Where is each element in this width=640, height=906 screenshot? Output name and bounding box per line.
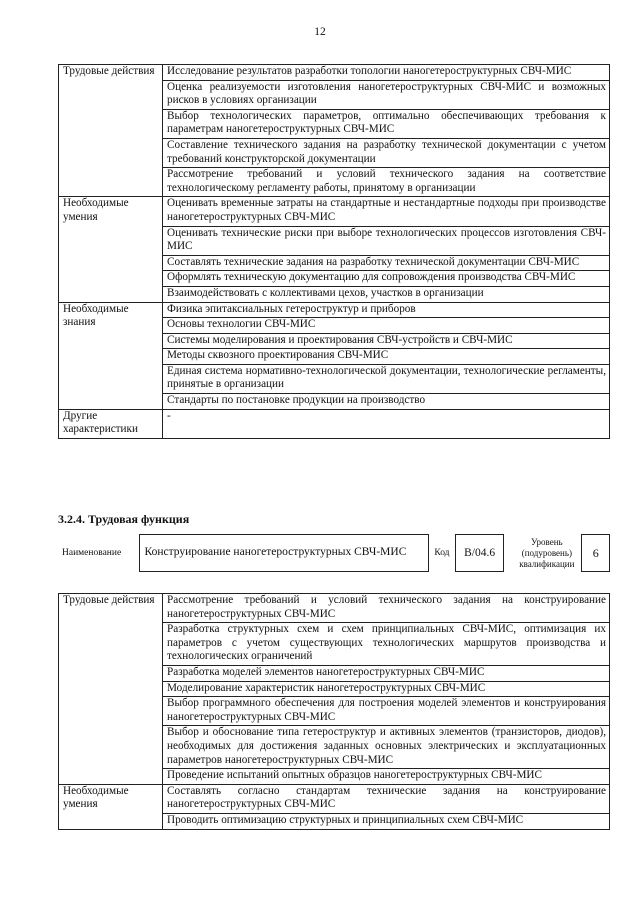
code-label: Код	[434, 548, 450, 558]
table-cell: Системы моделирования и проектирования СВЧ-устройств и СВЧ-МИС	[163, 333, 610, 349]
function-code: B/04.6	[456, 535, 504, 572]
qualification-level-label: Уровень (подуровень) квалификации	[519, 536, 575, 569]
row-header: Трудовые действия	[59, 594, 163, 785]
table-cell: Рассмотрение требований и условий технического задания на соответствие технологическому регламенту работы, принятому в организации	[163, 168, 610, 197]
row-header: Другие характеристики	[59, 409, 163, 438]
qualification-level: 6	[582, 535, 610, 572]
table-cell: Оценивать технические риски при выборе технологических процессов изготовления СВЧ-МИС	[163, 226, 610, 255]
table-cell: Стандарты по постановке продукции на производство	[163, 394, 610, 410]
table-row	[59, 197, 610, 226]
table-cell: Рассмотрение требований и условий технического задания на конструирование наногетероструктурных СВЧ-МИС	[163, 594, 610, 623]
function-header-table	[58, 534, 610, 572]
table-cell: Проведение испытаний опытных образцов наногетероструктурных СВЧ-МИС	[163, 769, 610, 785]
table-cell: Исследование результатов разработки топологии наногетероструктурных СВЧ-МИС	[163, 65, 610, 81]
name-label: Наименование	[62, 548, 122, 558]
table-cell: Выбор технологических параметров, оптимально обеспечивающих требования к параметрам наногетероструктурных СВЧ-МИС	[163, 109, 610, 138]
table-row	[59, 65, 610, 81]
table-cell: Составлять согласно стандартам технические задания на конструирование наногетероструктурных СВЧ-МИС	[163, 784, 610, 813]
table-cell: Моделирование характеристик наногетероструктурных СВЧ-МИС	[163, 681, 610, 697]
table-row	[59, 302, 610, 318]
table-cell: Разработка моделей элементов наногетероструктурных СВЧ-МИС	[163, 665, 610, 681]
table-cell: Выбор программного обеспечения для построения моделей элементов и конструирования наногетероструктурных СВЧ-МИС	[163, 697, 610, 726]
row-header: Трудовые действия	[59, 65, 163, 197]
competency-table-1	[58, 64, 610, 439]
row-header: Необходимые знания	[59, 302, 163, 409]
table-cell: Выбор и обоснование типа гетероструктур и активных элементов (транзисторов, диодов), необходимых для достижения заданных основных электрических и эксплуатационных параметров наногетероструктурных СВЧ-МИС	[163, 726, 610, 769]
table-cell: Единая система нормативно-технологической документации, технологические регламенты, принятые в организации	[163, 364, 610, 393]
table-cell: Составлять технические задания на разработку технической документации СВЧ-МИС	[163, 255, 610, 271]
row-header: Необходимые умения	[59, 197, 163, 302]
table-cell: Физика эпитаксиальных гетероструктур и приборов	[163, 302, 610, 318]
table-cell: Составление технического задания на разработку технической документации с учетом требований конструкторской документации	[163, 138, 610, 167]
table-row	[59, 594, 610, 623]
table-cell: Оформлять техническую документацию для сопровождения производства СВЧ-МИС	[163, 271, 610, 287]
table-cell: Разработка структурных схем и схем принципиальных СВЧ-МИС, оптимизация их параметров с учетом существующих технологических маршрутов производства и технологических ограничений	[163, 623, 610, 666]
row-header: Необходимые умения	[59, 784, 163, 829]
table-row	[59, 409, 610, 438]
section-title: 3.2.4. Трудовая функция	[58, 512, 190, 526]
page-number: 12	[314, 26, 326, 38]
table-cell: Оценивать временные затраты на стандартные и нестандартные подходы при производстве наногетероструктурных СВЧ-МИС	[163, 197, 610, 226]
table-cell: Проводить оптимизацию структурных и принципиальных схем СВЧ-МИС	[163, 813, 610, 829]
competency-table-2	[58, 593, 610, 830]
table-cell: Оценка реализуемости изготовления наногетероструктурных СВЧ-МИС и возможных рисков в условиях организации	[163, 80, 610, 109]
table-cell: Взаимодействовать с коллективами цехов, участков в организации	[163, 286, 610, 302]
table-cell: -	[163, 409, 610, 438]
function-name: Конструирование наногетероструктурных СВЧ-МИС	[140, 535, 428, 572]
table-cell: Методы сквозного проектирования СВЧ-МИС	[163, 349, 610, 365]
table-row	[59, 784, 610, 813]
table-cell: Основы технологии СВЧ-МИС	[163, 318, 610, 334]
